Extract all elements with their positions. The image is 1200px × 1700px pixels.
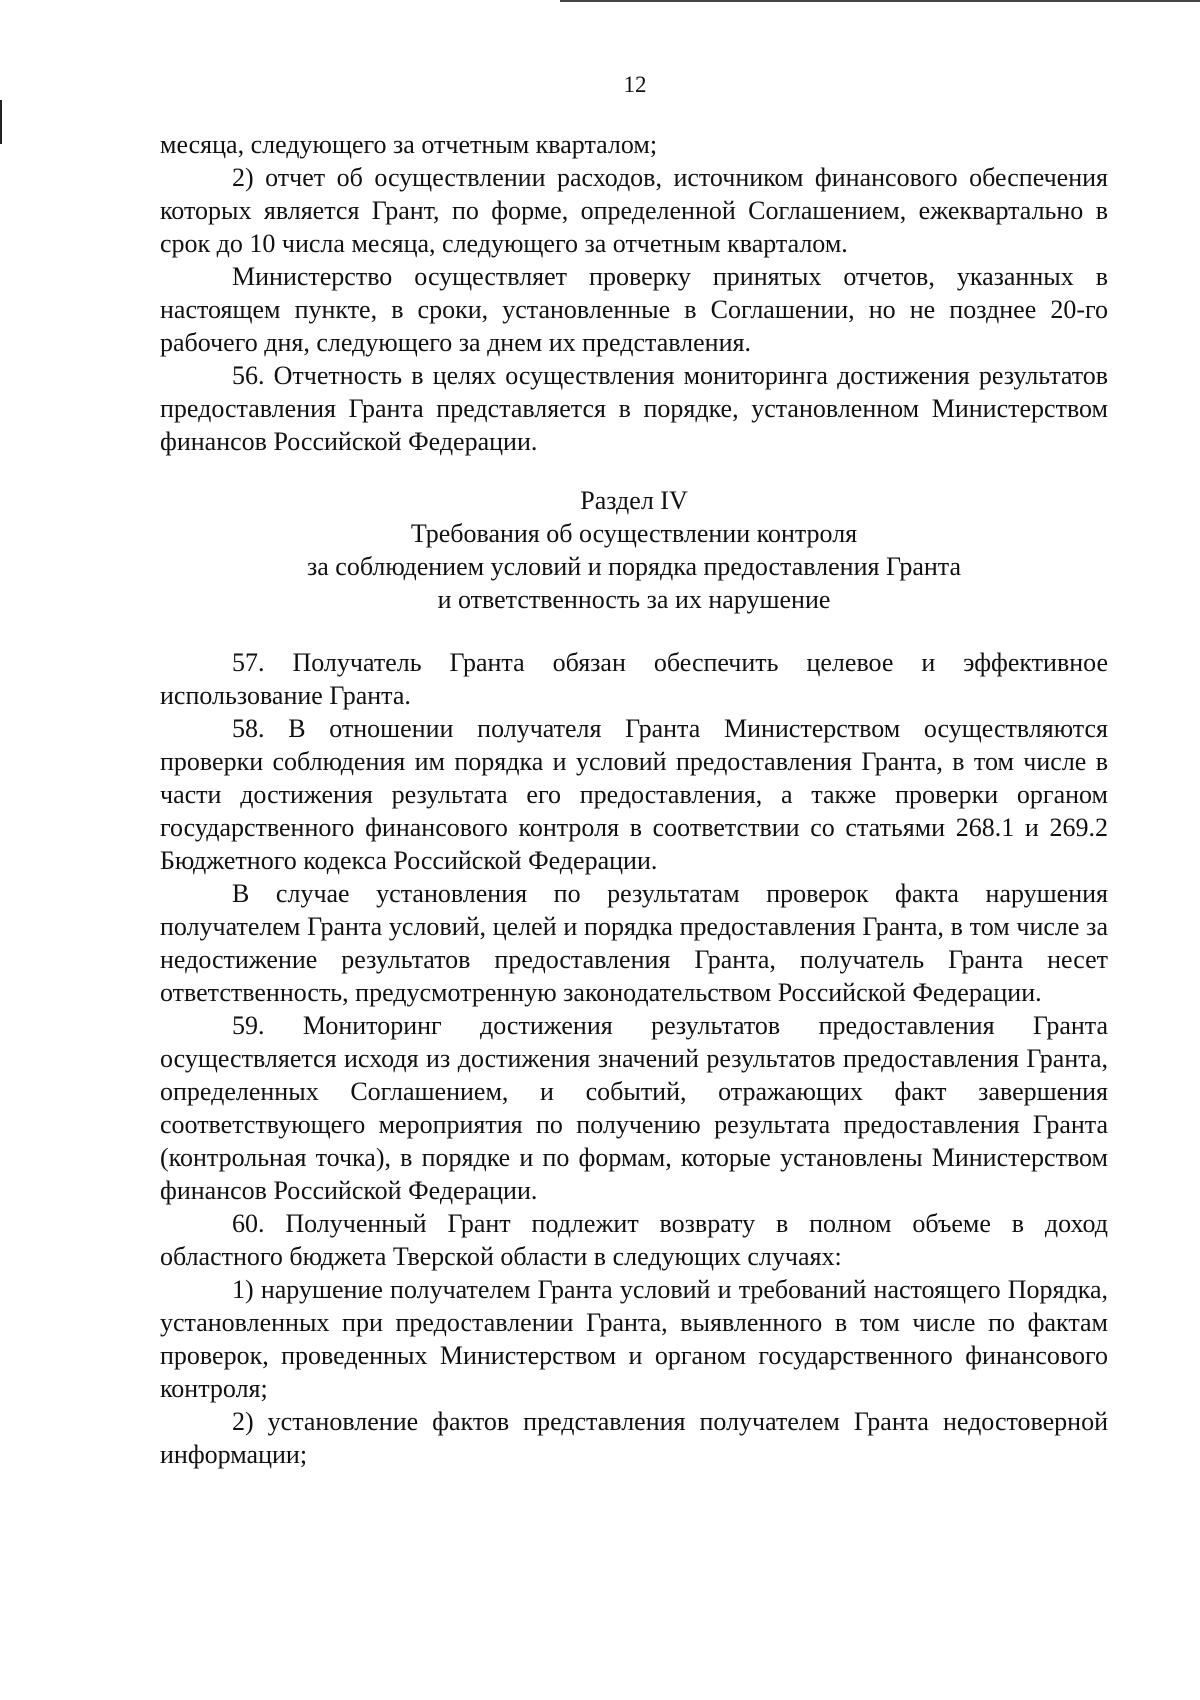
section-header <box>160 484 1108 616</box>
paragraph: Министерство осуществляет проверку принятых отчетов, указанных в настоящем пункте, в сроки, установленные в Соглашении, но не позднее 20-го рабочего дня, следующего за днем их представления. <box>160 262 1108 357</box>
paragraph: 2) установление фактов представления получателем Гранта недостоверной информации; <box>160 1407 1108 1469</box>
paragraph: 60. Полученный Грант подлежит возврату в полном объеме в доход областного бюджета Тверской области в следующих случаях: <box>160 1209 1108 1271</box>
paragraph: месяца, следующего за отчетным кварталом; <box>160 130 658 159</box>
page-number: 12 <box>623 72 647 97</box>
section-title-line: за соблюдением условий и порядка предоставления Гранта <box>306 552 962 581</box>
paragraphs-after-section <box>160 646 1108 1471</box>
paragraph: В случае установления по результатам проверок факта нарушения получателем Гранта условий, целей и порядка предоставления Гранта, в том числе за недостижение результатов предоставления Гранта, получатель Гранта несет ответственность, предусмотренную законодательством Российской Федерации. <box>160 879 1108 1007</box>
paragraph: 56. Отчетность в целях осуществления мониторинга достижения результатов предоставления Гранта представляется в порядке, установленном Министерством финансов Российской Федерации. <box>160 361 1108 456</box>
paragraph: 1) нарушение получателем Гранта условий и требований настоящего Порядка, установленных при предоставлении Гранта, выявленного в том числе по фактам проверок, проведенных Министерством и органом государственного финансового контроля; <box>160 1275 1108 1403</box>
section-heading: Раздел IV <box>580 486 688 515</box>
section-title-line: Требования об осуществлении контроля <box>410 519 858 548</box>
scan-edge-mark <box>0 100 2 144</box>
paragraphs-before-section <box>160 128 1108 458</box>
paragraph: 58. В отношении получателя Гранта Министерством осуществляются проверки соблюдения им порядка и условий предоставления Гранта, в том числе в части достижения результата его предоставления, а также проверки органом государственного финансового контроля в соответствии со статьями 268.1 и 269.2 Бюджетного кодекса Российской Федерации. <box>160 714 1108 875</box>
document-body <box>160 128 1108 1471</box>
paragraph: 57. Получатель Гранта обязан обеспечить целевое и эффективное использование Гранта. <box>160 648 1108 710</box>
section-title-line: и ответственность за их нарушение <box>437 585 831 614</box>
scan-edge-line <box>560 0 1200 2</box>
paragraph: 2) отчет об осуществлении расходов, источником финансового обеспечения которых является Грант, по форме, определенной Соглашением, ежеквартально в срок до 10 числа месяца, следующего за отчетным кварталом. <box>160 163 1108 258</box>
paragraph: 59. Мониторинг достижения результатов предоставления Гранта осуществляется исходя из достижения значений результатов предоставления Гранта, определенных Соглашением, и событий, отражающих факт завершения соответствующего мероприятия по получению результата предоставления Гранта (контрольная точка), в порядке и по формам, которые установлены Министерством финансов Российской Федерации. <box>160 1011 1108 1205</box>
